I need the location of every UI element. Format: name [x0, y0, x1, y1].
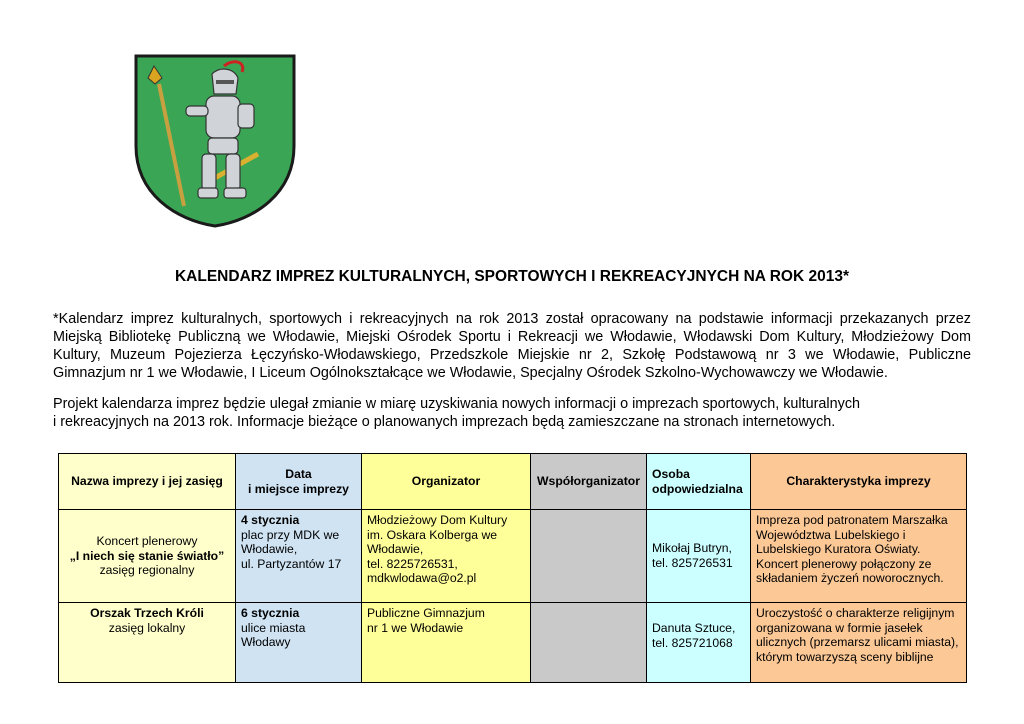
event-name-cell	[59, 510, 236, 603]
event-place: Włodawy	[241, 635, 291, 650]
note-line: Projekt kalendarza imprez będzie ulegał zmianie w miarę uzyskiwania nowych informacji o imprezach sportowych, kulturalnych	[53, 396, 861, 412]
header-date-line: i miejsce imprezy	[248, 481, 349, 496]
events-table	[58, 453, 967, 683]
event-date-cell	[236, 510, 362, 603]
header-contact-line: odpowiedzialna	[652, 481, 743, 496]
event-description-cell	[751, 603, 967, 683]
knight-coat-of-arms-icon	[134, 54, 296, 228]
description-line: Impreza pod patronatem Marszałka	[756, 513, 948, 527]
event-place: Włodawie,	[241, 542, 298, 557]
description-line: Koncert plenerowy połączony ze	[756, 556, 932, 571]
event-date: 6 stycznia	[241, 606, 300, 620]
organizer-line: Włodawie,	[367, 542, 424, 557]
table-row	[59, 603, 967, 683]
header-coorganizer: Współorganizator	[531, 454, 647, 510]
intro-paragraph: *Kalendarz imprez kulturalnych, sportowych i rekreacyjnych na rok 2013 został opracowany na podstawie informacji przekazanych przez Miejską Bibliotekę Publiczną we Włodawie, Miejski Ośrodek Sportu i Rekreacji we Włodawie, Włodawski Dom Kultury, Młodzieżowy Dom Kultury, Muzeum Pojezierza Łęczyńsko-Włodawskiego, Przedszkole Miejskie nr 2, Szkołę Podstawową nr 3 we Włodawie, Publiczne Gimnazjum nr 1 we Włodawie, I Liceum Ogólnokształcące we Włodawie, Specjalny Ośrodek Szkolno-Wychowawczy we Włodawie.	[53, 311, 971, 381]
event-scope: zasięg lokalny	[108, 620, 186, 635]
note-paragraph	[53, 395, 971, 431]
header-contact-line: Osoba	[652, 466, 690, 481]
contact-phone: tel. 825726531	[652, 556, 733, 570]
description-line: Uroczystość o charakterze religijnym	[756, 606, 955, 620]
description-line: ulicznych (przemarsz ulicami miasta),	[756, 635, 959, 650]
table-row	[59, 510, 967, 603]
note-line: i rekreacyjnych na 2013 rok. Informacje bieżące o planowanych imprezach będą zamieszczane na stronach internetowych.	[53, 414, 836, 430]
organizer-line: Młodzieżowy Dom Kultury	[367, 513, 508, 527]
description-line: Lubelskiego Kuratora Oświaty.	[756, 542, 921, 557]
event-description-cell	[751, 510, 967, 603]
event-date-cell	[236, 603, 362, 683]
contact-name: Mikołaj Butryn,	[652, 541, 732, 556]
description-line: którym towarzyszą sceny biblijne	[756, 649, 934, 664]
event-place: plac przy MDK we	[241, 527, 340, 542]
header-contact	[647, 454, 751, 510]
description-line: organizowana w formie jasełek	[756, 620, 923, 635]
event-date: 4 stycznia	[241, 513, 300, 527]
event-scope: zasięg regionalny	[99, 563, 195, 578]
event-title: Orszak Trzech Króli	[90, 606, 204, 620]
header-description: Charakterystyka imprezy	[751, 454, 967, 510]
event-name-cell	[59, 603, 236, 683]
event-title: „I niech się stanie światło”	[69, 548, 225, 563]
event-organizer-cell	[362, 603, 531, 683]
event-contact-cell	[647, 510, 751, 603]
table-header-row	[59, 454, 967, 510]
organizer-email: mdkwlodawa@o2.pl	[367, 571, 477, 586]
event-coorganizer-cell	[531, 510, 647, 603]
event-organizer-cell	[362, 510, 531, 603]
organizer-line: Publiczne Gimnazjum	[367, 606, 485, 620]
description-line: składaniem życzeń noworocznych.	[756, 571, 944, 586]
event-name: Koncert plenerowy	[96, 534, 198, 549]
event-contact-cell	[647, 603, 751, 683]
header-organizer: Organizator	[362, 454, 531, 510]
contact-name: Danuta Sztuce,	[652, 621, 736, 635]
page-title: KALENDARZ IMPREZ KULTURALNYCH, SPORTOWYCH I REKREACYJNYCH NA ROK 2013*	[174, 268, 849, 285]
description-line: Województwa Lubelskiego i	[756, 527, 906, 542]
organizer-phone: tel. 8225726531,	[367, 556, 458, 571]
event-place: ul. Partyzantów 17	[241, 556, 342, 571]
header-date	[236, 454, 362, 510]
header-date-line: Data	[285, 466, 312, 481]
organizer-line: im. Oskara Kolberga we	[367, 527, 498, 542]
contact-phone: tel. 825721068	[652, 635, 733, 650]
event-place: ulice miasta	[241, 620, 306, 635]
header-name: Nazwa imprezy i jej zasięg	[59, 454, 236, 510]
organizer-line: nr 1 we Włodawie	[367, 620, 464, 635]
event-coorganizer-cell	[531, 603, 647, 683]
